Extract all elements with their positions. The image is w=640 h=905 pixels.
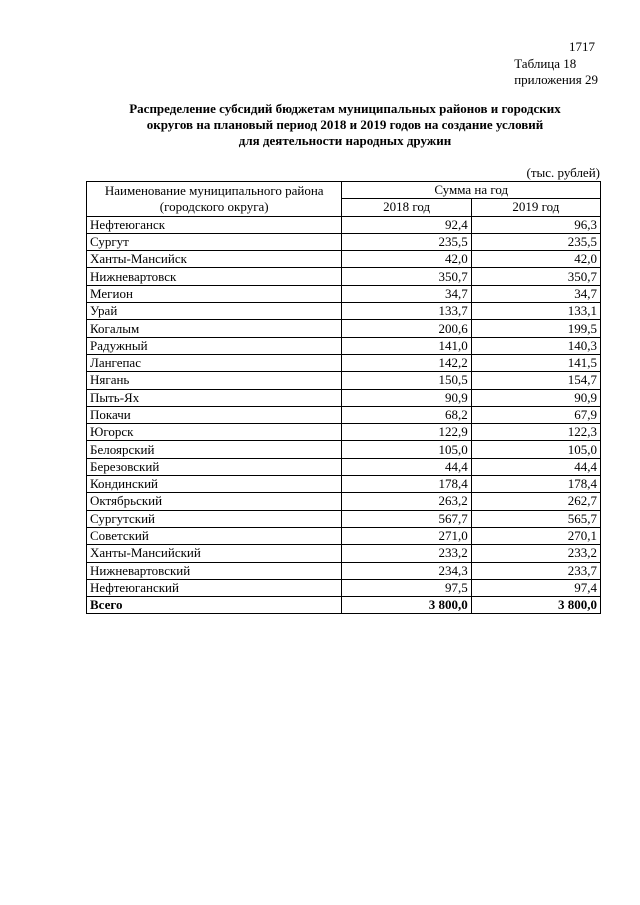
row-2019-cell: 270,1	[471, 527, 600, 544]
row-2018-cell: 178,4	[342, 476, 471, 493]
row-name-cell: Белоярский	[87, 441, 342, 458]
row-2018-cell: 97,5	[342, 579, 471, 596]
row-2019-cell: 3 800,0	[471, 597, 600, 614]
row-2019-cell: 122,3	[471, 424, 600, 441]
row-name-cell: Всего	[87, 597, 342, 614]
table-row	[87, 389, 601, 406]
table-total-row	[87, 597, 601, 614]
row-name-cell: Урай	[87, 303, 342, 320]
row-2018-cell: 235,5	[342, 233, 471, 250]
title-line-1: Распределение субсидий бюджетам муниципальных районов и городских	[129, 101, 561, 116]
row-2018-cell: 567,7	[342, 510, 471, 527]
title-line-2: округов на плановый период 2018 и 2019 годов на создание условий	[146, 117, 544, 132]
table-row	[87, 216, 601, 233]
table-row	[87, 493, 601, 510]
table-row	[87, 458, 601, 475]
row-2019-cell: 233,2	[471, 545, 600, 562]
row-2018-cell: 200,6	[342, 320, 471, 337]
row-2018-cell: 141,0	[342, 337, 471, 354]
table-row	[87, 251, 601, 268]
table-row	[87, 562, 601, 579]
row-2018-cell: 233,2	[342, 545, 471, 562]
table-row	[87, 303, 601, 320]
row-name-cell: Радужный	[87, 337, 342, 354]
title-line-3: для деятельности народных дружин	[238, 133, 452, 148]
row-2019-cell: 67,9	[471, 406, 600, 423]
row-name-cell: Ханты-Мансийск	[87, 251, 342, 268]
subsidy-table	[86, 181, 601, 614]
row-2018-cell: 142,2	[342, 354, 471, 371]
row-name-cell: Сургутский	[87, 510, 342, 527]
column-header-name: Наименование муниципального района (городского округа)	[87, 182, 342, 217]
row-2019-cell: 42,0	[471, 251, 600, 268]
row-name-cell: Кондинский	[87, 476, 342, 493]
row-2018-cell: 68,2	[342, 406, 471, 423]
table-label: Таблица 18	[514, 56, 577, 71]
table-row	[87, 285, 601, 302]
row-2018-cell: 3 800,0	[342, 597, 471, 614]
page-number: 1717	[569, 39, 595, 54]
row-2018-cell: 271,0	[342, 527, 471, 544]
table-row	[87, 406, 601, 423]
table-row	[87, 337, 601, 354]
row-2018-cell: 263,2	[342, 493, 471, 510]
row-name-cell: Советский	[87, 527, 342, 544]
row-2019-cell: 97,4	[471, 579, 600, 596]
table-row	[87, 476, 601, 493]
table-body	[87, 216, 601, 614]
table-row	[87, 354, 601, 371]
row-2018-cell: 350,7	[342, 268, 471, 285]
row-2018-cell: 234,3	[342, 562, 471, 579]
row-2019-cell: 233,7	[471, 562, 600, 579]
row-2019-cell: 133,1	[471, 303, 600, 320]
row-2019-cell: 199,5	[471, 320, 600, 337]
row-name-cell: Югорск	[87, 424, 342, 441]
row-2019-cell: 154,7	[471, 372, 600, 389]
document-title	[90, 101, 600, 149]
table-row	[87, 320, 601, 337]
table-reference	[514, 56, 598, 88]
row-name-cell: Сургут	[87, 233, 342, 250]
row-2018-cell: 44,4	[342, 458, 471, 475]
row-2018-cell: 42,0	[342, 251, 471, 268]
table-row	[87, 527, 601, 544]
row-name-cell: Октябрьский	[87, 493, 342, 510]
row-2019-cell: 235,5	[471, 233, 600, 250]
row-2019-cell: 90,9	[471, 389, 600, 406]
row-name-cell: Лангепас	[87, 354, 342, 371]
row-2019-cell: 96,3	[471, 216, 600, 233]
row-name-cell: Нефтеюганский	[87, 579, 342, 596]
row-2018-cell: 133,7	[342, 303, 471, 320]
row-2018-cell: 105,0	[342, 441, 471, 458]
row-2018-cell: 150,5	[342, 372, 471, 389]
row-name-cell: Мегион	[87, 285, 342, 302]
table-row	[87, 545, 601, 562]
table-row	[87, 268, 601, 285]
column-header-2019: 2019 год	[471, 199, 600, 216]
row-name-cell: Нижневартовск	[87, 268, 342, 285]
row-2019-cell: 44,4	[471, 458, 600, 475]
row-2018-cell: 122,9	[342, 424, 471, 441]
table-row	[87, 372, 601, 389]
row-name-cell: Нефтеюганск	[87, 216, 342, 233]
appendix-label: приложения 29	[514, 72, 598, 87]
row-2019-cell: 262,7	[471, 493, 600, 510]
row-2019-cell: 140,3	[471, 337, 600, 354]
column-header-sum: Сумма на год	[342, 182, 601, 199]
row-name-cell: Когалым	[87, 320, 342, 337]
table-row	[87, 233, 601, 250]
row-name-cell: Пыть-Ях	[87, 389, 342, 406]
table-row	[87, 424, 601, 441]
row-2019-cell: 178,4	[471, 476, 600, 493]
table-row	[87, 441, 601, 458]
row-2019-cell: 34,7	[471, 285, 600, 302]
unit-label: (тыс. рублей)	[526, 165, 600, 180]
row-name-cell: Березовский	[87, 458, 342, 475]
row-2018-cell: 90,9	[342, 389, 471, 406]
column-header-2018: 2018 год	[342, 199, 471, 216]
table-row	[87, 510, 601, 527]
row-name-cell: Нягань	[87, 372, 342, 389]
table-row	[87, 579, 601, 596]
row-2018-cell: 92,4	[342, 216, 471, 233]
row-2018-cell: 34,7	[342, 285, 471, 302]
row-2019-cell: 141,5	[471, 354, 600, 371]
row-name-cell: Нижневартовский	[87, 562, 342, 579]
row-name-cell: Покачи	[87, 406, 342, 423]
row-name-cell: Ханты-Мансийский	[87, 545, 342, 562]
row-2019-cell: 105,0	[471, 441, 600, 458]
row-2019-cell: 350,7	[471, 268, 600, 285]
row-2019-cell: 565,7	[471, 510, 600, 527]
